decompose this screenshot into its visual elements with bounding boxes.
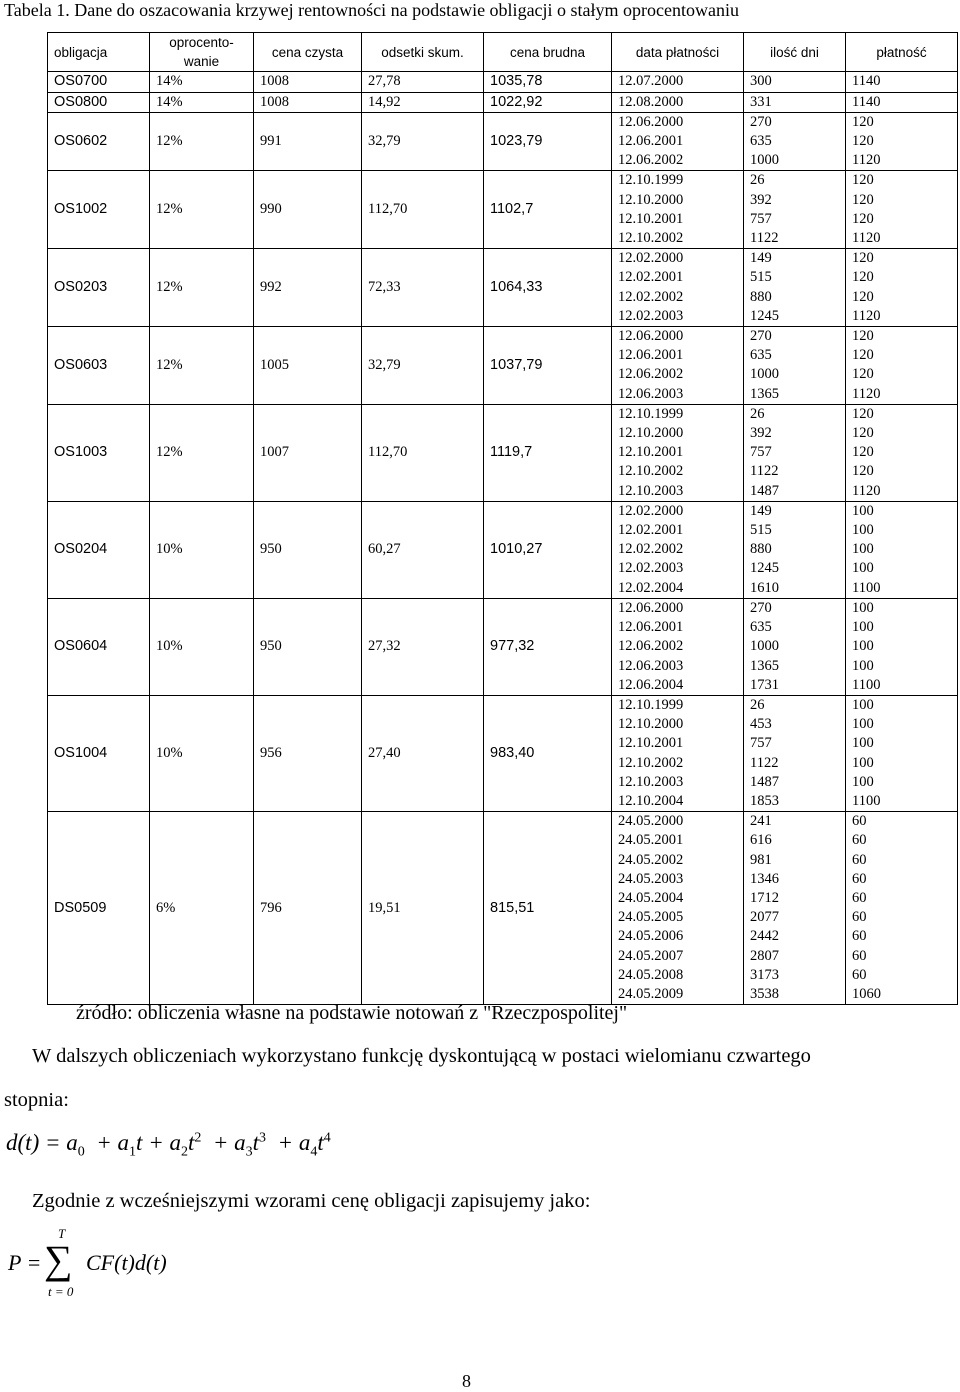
table-caption: Tabela 1. Dane do oszacowania krzywej rentowności na podstawie obligacji o stałym oprocentowaniu (4, 0, 740, 20)
cell-payments-line: 1120 (852, 230, 881, 247)
cell-payment-dates (612, 598, 744, 695)
cell-payments (846, 249, 958, 327)
cell-rate: 10% (150, 501, 254, 598)
cell-payment-dates-line: 24.05.2002 (618, 851, 684, 868)
cell-payment-dates (612, 112, 744, 171)
cell-payments-line: 1100 (852, 676, 881, 693)
cell-payment-dates-line: 12.08.2000 (618, 93, 684, 110)
cell-payment-dates-line: 12.06.2000 (618, 328, 684, 345)
cell-days (744, 695, 846, 811)
cell-payments-line: 60 (852, 966, 867, 983)
cell-days-line: 757 (750, 444, 772, 461)
cell-days (744, 501, 846, 598)
formula-plus: + (96, 1130, 112, 1155)
cell-payment-dates-line: 12.06.2003 (618, 657, 684, 674)
cell-payments (846, 171, 958, 249)
cell-days-line: 616 (750, 832, 772, 849)
cell-payment-dates-line: 12.02.2000 (618, 250, 684, 267)
formula-t: t (252, 1130, 260, 1155)
cell-payment-dates-line: 24.05.2003 (618, 870, 684, 887)
cell-payment-dates (612, 501, 744, 598)
cell-rate: 12% (150, 249, 254, 327)
cell-payment-dates-line: 24.05.2004 (618, 889, 684, 906)
cell-payments-line: 1060 (852, 985, 881, 1002)
cell-payments-line: 120 (852, 463, 874, 480)
cell-payments-line: 120 (852, 210, 874, 227)
cell-payments-line: 100 (852, 696, 874, 713)
formula-sub: 4 (310, 1144, 318, 1160)
cell-clean-price: 950 (254, 501, 362, 598)
header-days: ilość dni (744, 33, 846, 72)
cell-days-line: 26 (750, 696, 765, 713)
cell-days-line: 1610 (750, 579, 779, 596)
cell-payment-dates-line: 12.10.2004 (618, 792, 684, 809)
header-dirty-price: cena brudna (484, 33, 612, 72)
cell-payments-line: 60 (852, 889, 867, 906)
cell-days (744, 404, 846, 501)
cell-days (744, 327, 846, 405)
cell-accrued: 27,40 (362, 695, 484, 811)
cell-rate: 12% (150, 327, 254, 405)
cell-bond: OS1002 (48, 171, 150, 249)
cell-payments-line: 100 (852, 560, 874, 577)
cell-days-line: 392 (750, 191, 772, 208)
formula-a: a (169, 1130, 181, 1155)
table-row (48, 501, 958, 598)
header-rate: oprocento-wanie (150, 33, 254, 72)
formula-eq: = (44, 1130, 61, 1155)
cell-payments-line: 60 (852, 851, 867, 868)
cell-payment-dates-line: 12.06.2001 (618, 347, 684, 364)
cell-dirty-price: 1010,27 (484, 501, 612, 598)
header-accrued: odsetki skum. (362, 33, 484, 72)
cell-payments (846, 695, 958, 811)
cell-payment-dates-line: 12.06.2000 (618, 599, 684, 616)
cell-days-line: 331 (750, 93, 772, 110)
cell-days-line: 1245 (750, 560, 779, 577)
cell-accrued: 19,51 (362, 812, 484, 1005)
cell-payment-dates-line: 12.10.2000 (618, 425, 684, 442)
cell-payment-dates-line: 12.10.2003 (618, 482, 684, 499)
cell-clean-price: 991 (254, 112, 362, 171)
cell-payment-dates-line: 12.02.2002 (618, 288, 684, 305)
table-row (48, 598, 958, 695)
cell-accrued: 27,32 (362, 598, 484, 695)
cell-payments-line: 100 (852, 754, 874, 771)
cell-payments-line: 120 (852, 133, 874, 150)
cell-days-line: 981 (750, 851, 772, 868)
cell-payment-dates-line: 12.07.2000 (618, 73, 684, 90)
header-clean-price: cena czysta (254, 33, 362, 72)
cell-payments-line: 120 (852, 113, 874, 130)
formula-plus: + (212, 1130, 229, 1155)
formula-t: t (25, 1130, 32, 1155)
cell-payments (846, 501, 958, 598)
cell-days-line: 241 (750, 813, 772, 830)
cell-payments-line: 120 (852, 288, 874, 305)
cell-payments-line: 100 (852, 773, 874, 790)
cell-bond: OS0800 (48, 92, 150, 112)
formula-sup: 3 (259, 1130, 267, 1146)
bond-data-table (47, 32, 958, 1005)
cell-payment-dates-line: 24.05.2009 (618, 985, 684, 1002)
cell-days (744, 171, 846, 249)
cell-accrued: 60,27 (362, 501, 484, 598)
cell-payments-line: 120 (852, 405, 874, 422)
cell-bond: OS0603 (48, 327, 150, 405)
formula-a: a (66, 1130, 78, 1155)
cell-days-line: 1000 (750, 638, 779, 655)
cell-payments-line: 1120 (852, 152, 881, 169)
table-row (48, 171, 958, 249)
cell-payment-dates-line: 12.02.2000 (618, 502, 684, 519)
cell-rate: 12% (150, 404, 254, 501)
cell-payments-line: 120 (852, 250, 874, 267)
cell-dirty-price: 983,40 (484, 695, 612, 811)
cell-days-line: 635 (750, 619, 772, 636)
cell-days-line: 149 (750, 502, 772, 519)
cell-payments-line: 120 (852, 172, 874, 189)
cell-days-line: 1365 (750, 657, 779, 674)
cell-days-line: 1487 (750, 773, 779, 790)
table-header-row (48, 33, 958, 72)
cell-days-line: 1346 (750, 870, 779, 887)
cell-days-line: 270 (750, 599, 772, 616)
cell-days (744, 72, 846, 92)
cell-days-line: 2442 (750, 928, 779, 945)
formula-sub: 0 (77, 1144, 85, 1160)
cell-payment-dates-line: 12.10.2002 (618, 230, 684, 247)
cell-days-line: 2077 (750, 909, 779, 926)
paragraph-price-formula: Zgodnie z wcześniejszymi wzorami cenę obligacji zapisujemy jako: (32, 1190, 591, 1212)
cell-payment-dates (612, 171, 744, 249)
cell-accrued: 112,70 (362, 171, 484, 249)
cell-bond: OS0602 (48, 112, 150, 171)
formula-t: t (317, 1130, 324, 1155)
table-row (48, 695, 958, 811)
cell-payments-line: 120 (852, 191, 874, 208)
cell-days-line: 2807 (750, 947, 779, 964)
cell-payment-dates-line: 12.02.2001 (618, 522, 684, 539)
cell-payments-line: 120 (852, 425, 874, 442)
cell-days-line: 270 (750, 328, 772, 345)
cell-days-line: 1365 (750, 385, 779, 402)
cell-payments-line: 100 (852, 619, 874, 636)
cell-days-line: 300 (750, 73, 772, 90)
cell-days-line: 880 (750, 288, 772, 305)
cell-payment-dates-line: 12.10.2001 (618, 444, 684, 461)
cell-bond: OS1004 (48, 695, 150, 811)
cell-payments-line: 100 (852, 599, 874, 616)
table-row (48, 404, 958, 501)
cell-payment-dates-line: 12.06.2003 (618, 385, 684, 402)
cell-clean-price: 1005 (254, 327, 362, 405)
table-row (48, 92, 958, 112)
formula-body: CF(t)d(t) (86, 1250, 167, 1275)
cell-payments-line: 120 (852, 366, 874, 383)
cell-bond: OS0203 (48, 249, 150, 327)
cell-days (744, 598, 846, 695)
cell-days (744, 112, 846, 171)
cell-payment-dates-line: 24.05.2005 (618, 909, 684, 926)
paragraph-discount-function-cont: stopnia: (4, 1089, 69, 1111)
cell-dirty-price: 977,32 (484, 598, 612, 695)
cell-payments (846, 598, 958, 695)
cell-payments-line: 1120 (852, 385, 881, 402)
cell-rate: 6% (150, 812, 254, 1005)
cell-payment-dates-line: 24.05.2007 (618, 947, 684, 964)
cell-days-line: 515 (750, 269, 772, 286)
cell-payment-dates-line: 12.06.2001 (618, 619, 684, 636)
cell-rate: 10% (150, 598, 254, 695)
cell-dirty-price: 1102,7 (484, 171, 612, 249)
cell-payments-line: 1140 (852, 73, 881, 90)
table-row (48, 72, 958, 92)
cell-payments (846, 812, 958, 1005)
cell-accrued: 112,70 (362, 404, 484, 501)
formula-sup: 2 (194, 1130, 202, 1146)
cell-days-line: 3538 (750, 985, 779, 1002)
cell-payments-line: 60 (852, 813, 867, 830)
cell-payment-dates-line: 12.06.2001 (618, 133, 684, 150)
cell-payment-dates-line: 12.02.2004 (618, 579, 684, 596)
table-row (48, 249, 958, 327)
cell-days-line: 1853 (750, 792, 779, 809)
cell-rate: 10% (150, 695, 254, 811)
cell-days (744, 249, 846, 327)
cell-payments-line: 60 (852, 909, 867, 926)
table-row (48, 812, 958, 1005)
cell-payment-dates-line: 12.02.2003 (618, 560, 684, 577)
formula-lower: t = 0 (48, 1284, 74, 1299)
cell-accrued: 27,78 (362, 72, 484, 92)
formula-a: a (117, 1130, 130, 1155)
cell-clean-price: 1008 (254, 92, 362, 112)
cell-payment-dates (612, 404, 744, 501)
header-payment: płatność (846, 33, 958, 72)
cell-payments-line: 100 (852, 638, 874, 655)
cell-rate: 14% (150, 92, 254, 112)
cell-payments-line: 100 (852, 657, 874, 674)
formula-sub: 1 (129, 1144, 137, 1160)
cell-payment-dates-line: 12.10.2000 (618, 191, 684, 208)
cell-days-line: 26 (750, 172, 765, 189)
cell-payment-dates-line: 12.06.2004 (618, 676, 684, 693)
cell-payment-dates-line: 12.10.1999 (618, 405, 684, 422)
formula-sub: 3 (245, 1144, 253, 1160)
cell-payment-dates-line: 12.02.2003 (618, 307, 684, 324)
cell-days-line: 453 (750, 716, 772, 733)
cell-payments (846, 92, 958, 112)
cell-payments-line: 1120 (852, 482, 881, 499)
cell-rate: 14% (150, 72, 254, 92)
cell-dirty-price: 815,51 (484, 812, 612, 1005)
source-note: źródło: obliczenia własne na podstawie notowań z "Rzeczpospolitej" (76, 1002, 628, 1024)
cell-payment-dates-line: 12.02.2001 (618, 269, 684, 286)
cell-payments-line: 100 (852, 522, 874, 539)
cell-payment-dates-line: 12.10.1999 (618, 696, 684, 713)
cell-payment-dates-line: 12.10.2003 (618, 773, 684, 790)
cell-days-line: 3173 (750, 966, 779, 983)
cell-accrued: 72,33 (362, 249, 484, 327)
cell-clean-price: 796 (254, 812, 362, 1005)
cell-payment-dates-line: 24.05.2006 (618, 928, 684, 945)
formula-sup: 4 (323, 1130, 331, 1146)
cell-bond: OS0204 (48, 501, 150, 598)
cell-payments (846, 327, 958, 405)
cell-accrued: 14,92 (362, 92, 484, 112)
cell-clean-price: 950 (254, 598, 362, 695)
cell-payment-dates (612, 92, 744, 112)
table-body (48, 72, 958, 1005)
cell-payments-line: 1100 (852, 579, 881, 596)
page-number: 8 (462, 1371, 471, 1391)
cell-bond: OS0604 (48, 598, 150, 695)
cell-days (744, 812, 846, 1005)
cell-payments-line: 100 (852, 716, 874, 733)
cell-days-line: 1487 (750, 482, 779, 499)
cell-payments-line: 100 (852, 502, 874, 519)
cell-clean-price: 1007 (254, 404, 362, 501)
formula-lhs: P = (8, 1250, 42, 1275)
cell-payments-line: 120 (852, 269, 874, 286)
cell-payments-line: 60 (852, 870, 867, 887)
formula-plus: + (148, 1130, 164, 1155)
cell-dirty-price: 1023,79 (484, 112, 612, 171)
cell-days (744, 92, 846, 112)
price-sum-formula (8, 1226, 228, 1302)
cell-days-line: 1712 (750, 889, 779, 906)
header-bond: obligacja (48, 33, 150, 72)
cell-dirty-price: 1037,79 (484, 327, 612, 405)
paragraph-discount-function: W dalszych obliczeniach wykorzystano funkcję dyskontującą w postaci wielomianu czwartego (32, 1045, 811, 1067)
cell-payments-line: 100 (852, 735, 874, 752)
cell-days-line: 392 (750, 425, 772, 442)
cell-payment-dates-line: 12.10.2000 (618, 716, 684, 733)
cell-days-line: 635 (750, 347, 772, 364)
cell-payments-line: 60 (852, 832, 867, 849)
cell-payments-line: 1140 (852, 93, 881, 110)
polynomial-formula (6, 1130, 331, 1161)
cell-days-line: 515 (750, 522, 772, 539)
formula-upper: T (58, 1226, 66, 1241)
formula-a: a (298, 1130, 311, 1155)
cell-days-line: 880 (750, 541, 772, 558)
header-payment-date: data płatności (612, 33, 744, 72)
cell-payment-dates (612, 695, 744, 811)
cell-payment-dates-line: 12.06.2000 (618, 113, 684, 130)
cell-clean-price: 1008 (254, 72, 362, 92)
cell-days-line: 270 (750, 113, 772, 130)
cell-days-line: 635 (750, 133, 772, 150)
cell-rate: 12% (150, 171, 254, 249)
cell-payments-line: 1120 (852, 307, 881, 324)
cell-payment-dates-line: 24.05.2000 (618, 813, 684, 830)
formula-t: t (187, 1130, 195, 1155)
cell-payments-line: 120 (852, 444, 874, 461)
cell-payments (846, 112, 958, 171)
cell-payment-dates-line: 12.06.2002 (618, 366, 684, 383)
cell-days-line: 1731 (750, 676, 779, 693)
cell-payment-dates-line: 12.10.2001 (618, 210, 684, 227)
cell-bond: DS0509 (48, 812, 150, 1005)
cell-clean-price: 956 (254, 695, 362, 811)
table-row (48, 327, 958, 405)
cell-dirty-price: 1035,78 (484, 72, 612, 92)
cell-days-line: 757 (750, 735, 772, 752)
cell-payment-dates-line: 12.10.2001 (618, 735, 684, 752)
cell-dirty-price: 1022,92 (484, 92, 612, 112)
cell-bond: OS1003 (48, 404, 150, 501)
cell-days-line: 1122 (750, 230, 779, 247)
cell-clean-price: 990 (254, 171, 362, 249)
cell-days-line: 1122 (750, 463, 779, 480)
cell-payments-line: 1100 (852, 792, 881, 809)
cell-payment-dates-line: 12.06.2002 (618, 152, 684, 169)
cell-bond: OS0700 (48, 72, 150, 92)
cell-payment-dates-line: 12.06.2002 (618, 638, 684, 655)
cell-payments-line: 120 (852, 347, 874, 364)
cell-payment-dates-line: 24.05.2001 (618, 832, 684, 849)
cell-accrued: 32,79 (362, 327, 484, 405)
cell-clean-price: 992 (254, 249, 362, 327)
cell-payments-line: 60 (852, 947, 867, 964)
sum-icon: ∑ (44, 1237, 73, 1282)
cell-payment-dates-line: 12.10.1999 (618, 172, 684, 189)
formula-a: a (234, 1130, 246, 1155)
cell-payment-dates (612, 812, 744, 1005)
cell-payment-dates-line: 12.10.2002 (618, 754, 684, 771)
cell-payments (846, 72, 958, 92)
cell-payment-dates (612, 327, 744, 405)
cell-days-line: 757 (750, 210, 772, 227)
cell-payments-line: 60 (852, 928, 867, 945)
formula-plus: + (277, 1130, 294, 1155)
cell-days-line: 26 (750, 405, 765, 422)
cell-payments-line: 120 (852, 328, 874, 345)
table-row (48, 112, 958, 171)
formula-sub: 2 (180, 1144, 188, 1160)
cell-payment-dates (612, 249, 744, 327)
cell-dirty-price: 1064,33 (484, 249, 612, 327)
formula-paren: ( (17, 1130, 26, 1155)
cell-payment-dates-line: 12.02.2002 (618, 541, 684, 558)
cell-payments (846, 404, 958, 501)
formula-paren: ) (31, 1130, 40, 1155)
cell-days-line: 1000 (750, 152, 779, 169)
cell-payment-dates (612, 72, 744, 92)
cell-days-line: 1122 (750, 754, 779, 771)
cell-payments-line: 100 (852, 541, 874, 558)
cell-rate: 12% (150, 112, 254, 171)
formula-d: d (6, 1130, 18, 1155)
cell-days-line: 1000 (750, 366, 779, 383)
cell-accrued: 32,79 (362, 112, 484, 171)
cell-days-line: 1245 (750, 307, 779, 324)
cell-payment-dates-line: 12.10.2002 (618, 463, 684, 480)
cell-dirty-price: 1119,7 (484, 404, 612, 501)
cell-days-line: 149 (750, 250, 772, 267)
cell-payment-dates-line: 24.05.2008 (618, 966, 684, 983)
formula-t: t (136, 1130, 143, 1155)
